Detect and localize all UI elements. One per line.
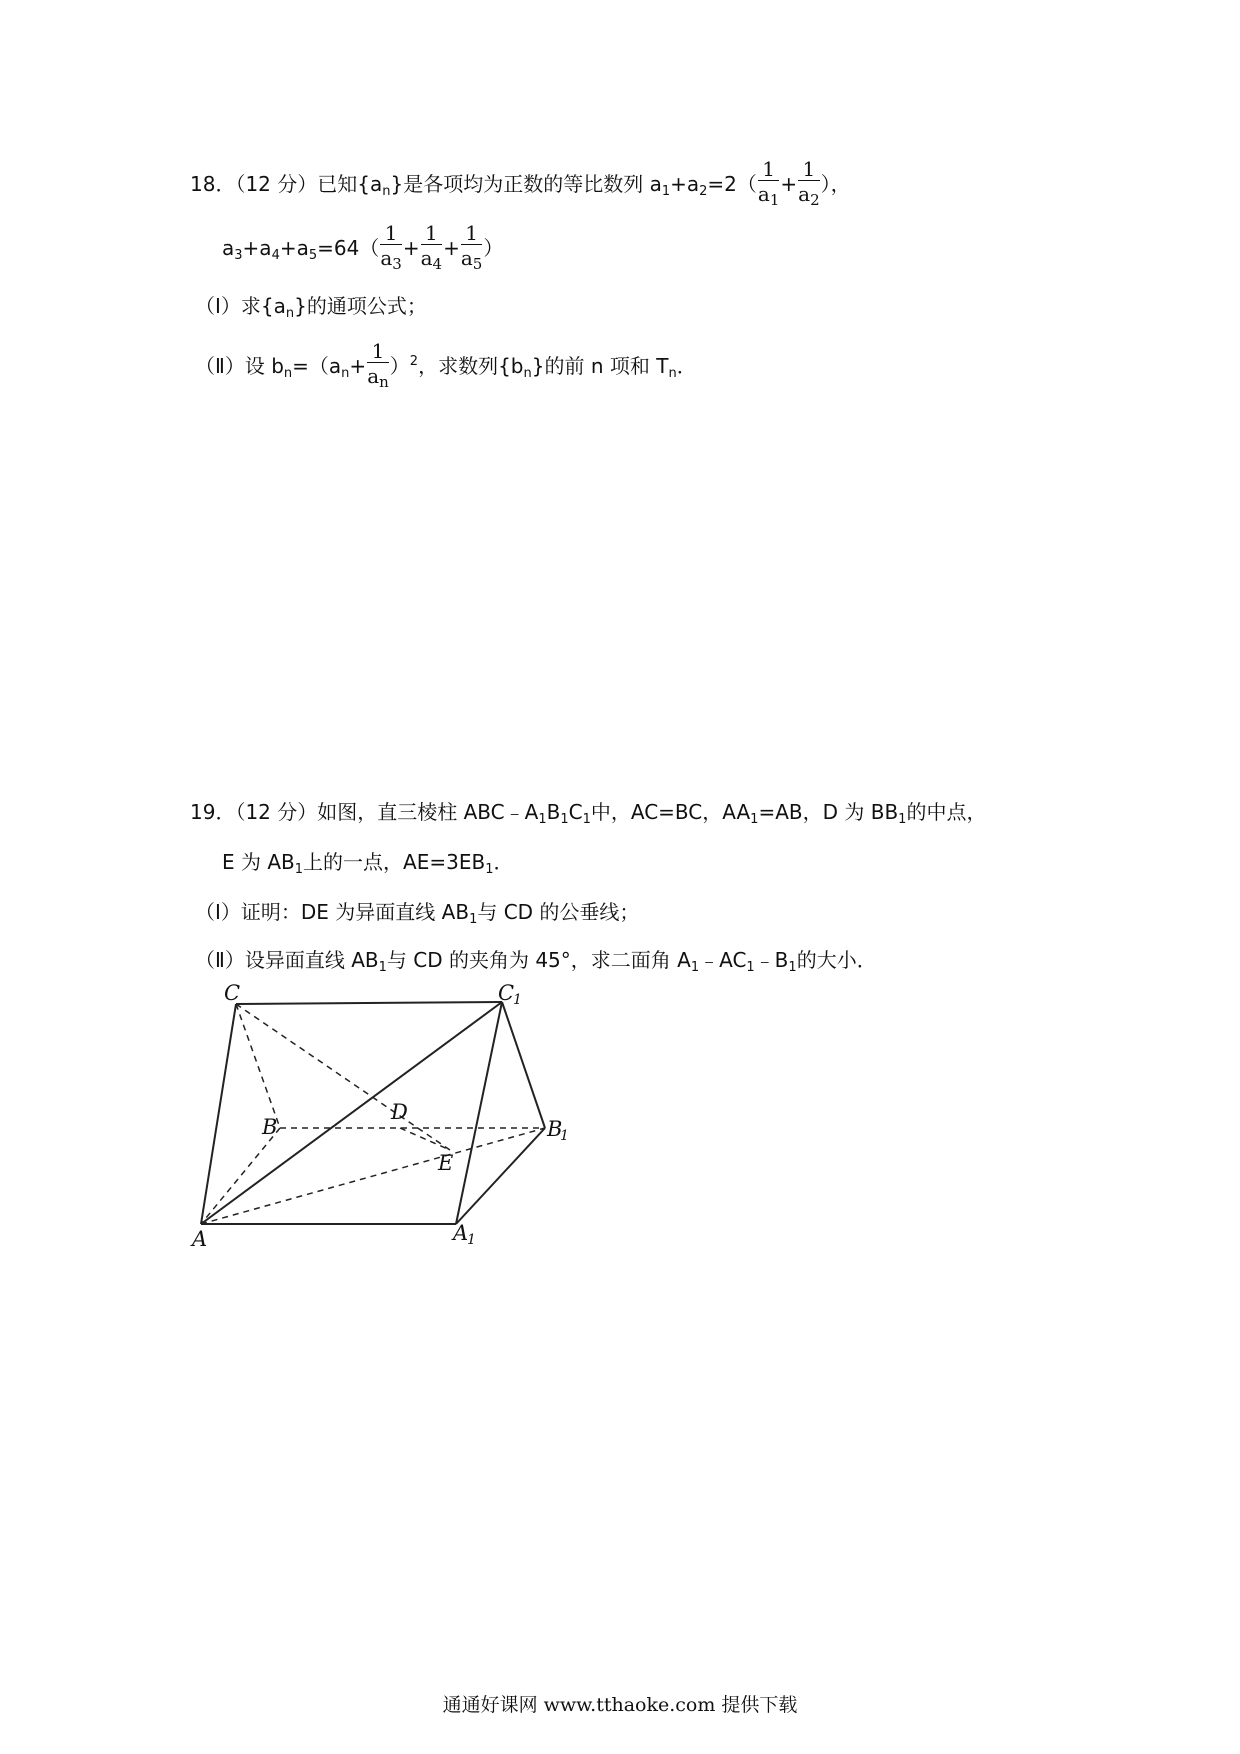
fraction-1-a4	[421, 222, 442, 277]
denominator: $a_3$	[380, 246, 402, 273]
label-D: D	[391, 1100, 408, 1124]
denominator: $a_1$	[757, 182, 780, 209]
sub: 1	[469, 912, 478, 927]
q18-part1	[195, 292, 427, 328]
q19-text: 中，AC=BC，AA	[590, 800, 751, 824]
q18-text: +a	[279, 236, 309, 260]
fraction-1-a3	[380, 222, 401, 277]
sub: 2	[810, 191, 820, 209]
sub: n	[283, 366, 293, 381]
q18-text: }的前 n 项和 T	[531, 354, 669, 378]
q18-text: }是各项均为正数的等比数列 a	[390, 172, 662, 196]
sub: 5	[472, 255, 483, 273]
label-C1-sub: 1	[513, 992, 522, 1008]
sub: 1	[750, 812, 759, 827]
q18-text: =64（	[317, 236, 380, 260]
fraction-1-an	[367, 340, 389, 395]
sub: 1	[788, 960, 797, 975]
fraction-1-a5	[461, 222, 482, 277]
q19-text: 19．（12 分）如图，直三棱柱 ABC﹣A	[190, 800, 539, 824]
edge-C1-B1	[502, 1002, 545, 1128]
sub: 1	[661, 184, 671, 199]
q18-text: =（a	[292, 354, 342, 378]
label-A1: A	[453, 1221, 469, 1245]
q19-text: B	[546, 800, 561, 824]
q18-part2	[195, 340, 697, 395]
sub: 3	[234, 248, 243, 263]
page-footer: 通通好课网 www.tthaoke.com 提供下载	[442, 1694, 798, 1716]
q19-text: （Ⅱ）设异面直线 AB	[195, 948, 379, 972]
sub: 1	[746, 960, 755, 975]
label-C: C	[224, 981, 241, 1005]
numerator: 1	[798, 158, 819, 181]
q18-text: }的通项公式；	[294, 294, 427, 318]
sub: 1	[769, 191, 780, 209]
q19-text: 的大小．	[796, 948, 877, 972]
denominator: $a_4$	[420, 246, 443, 273]
q18-text: ）	[483, 236, 504, 260]
q19-text: （Ⅰ）证明：DE 为异面直线 AB	[195, 900, 470, 924]
fraction-1-a2	[798, 158, 819, 213]
vertex-labels	[190, 981, 569, 1251]
q18-line1: 18．（12 分）已知$\{a_n\}$是各项均为正数的等比数列 $a_1+a_2=2$（ $\frac{1}{a_1}$ + $\frac{1}{a_2}$ ），	[190, 158, 851, 213]
q19-text: E 为 AB	[222, 850, 295, 874]
q18-text: ，求数列{b	[418, 354, 524, 378]
q19-part2	[195, 946, 877, 982]
label-B1-sub: 1	[560, 1128, 569, 1144]
sub: 1	[538, 812, 547, 827]
edge-C-A	[201, 1004, 236, 1224]
q18-text: 18．（12 分）已知{a	[190, 172, 383, 196]
sub: n	[341, 366, 350, 381]
sub: n	[379, 373, 389, 391]
sub: 3	[392, 255, 402, 273]
q19-text: =AB，D 为 BB	[758, 800, 899, 824]
q18-text: +	[349, 354, 367, 378]
sub: 1	[582, 812, 591, 827]
sub: 4	[271, 248, 280, 263]
numerator: 1	[421, 222, 442, 245]
sup: 2	[409, 354, 419, 369]
sub: n	[523, 366, 532, 381]
q19-line2	[222, 848, 514, 884]
q18-text: ）	[389, 354, 410, 378]
denominator: $a_n$	[367, 364, 389, 391]
label-E: E	[438, 1151, 454, 1175]
q18-line2: $a_3+a_4+a_5=64$（ $\frac{1}{a_3}$ + $\frac{1}{a_4}$ + $\frac{1}{a_5}$ ）	[222, 222, 503, 277]
q19-text: ﹣B	[754, 948, 789, 972]
edge-C-C1	[236, 1002, 502, 1004]
q19-text: 与 CD 的公垂线；	[477, 900, 640, 924]
edge-C-B	[236, 1004, 280, 1128]
q18-text: +a	[242, 236, 272, 260]
sub: 1	[485, 862, 494, 877]
q19-text: 的中点，	[906, 800, 987, 824]
q19-text: 上的一点，AE=3EB	[303, 850, 486, 874]
edge-A1-C1	[456, 1002, 502, 1224]
sub: 5	[308, 248, 318, 263]
label-C1: C	[498, 981, 515, 1005]
q18-text: （Ⅰ）求{a	[195, 294, 286, 318]
numerator: 1	[758, 158, 779, 181]
sub: n	[285, 306, 295, 321]
sub: n	[382, 184, 391, 199]
numerator: 1	[380, 222, 401, 245]
sub: 1	[898, 812, 907, 827]
sub: 2	[699, 184, 708, 199]
sub: 1	[690, 960, 700, 975]
q18-text: a	[222, 236, 235, 260]
sub: 4	[432, 255, 443, 273]
label-A: A	[192, 1227, 208, 1251]
q18-text: ．	[676, 354, 697, 378]
segment-C-E	[236, 1004, 450, 1150]
q19-line1	[190, 798, 986, 834]
q19-text: C	[568, 800, 583, 824]
denominator: $a_5$	[460, 246, 483, 273]
edge-B1-A1	[456, 1128, 545, 1224]
sub: n	[668, 366, 677, 381]
q18-text: =2（	[707, 172, 757, 196]
fraction-1-a1	[758, 158, 779, 213]
q19-part1	[195, 898, 639, 934]
label-B1: B	[547, 1117, 563, 1141]
solid-edges	[201, 1002, 545, 1224]
sub: 1	[560, 812, 569, 827]
q18-text: ），	[820, 172, 851, 196]
hidden-edges	[201, 1004, 545, 1224]
edge-A-B1	[201, 1128, 545, 1224]
segment-D-E	[400, 1128, 450, 1150]
label-A1-sub: 1	[467, 1232, 476, 1248]
sub: 1	[294, 862, 304, 877]
edge-B-A	[201, 1128, 280, 1224]
edge-A-C1	[201, 1002, 502, 1224]
denominator: $a_2$	[798, 182, 820, 209]
q19-text: ﹣AC	[699, 948, 747, 972]
label-B: B	[262, 1115, 278, 1139]
numerator: 1	[367, 340, 389, 363]
q18-text: +a	[670, 172, 700, 196]
q18-text: （Ⅱ）设 b	[195, 354, 284, 378]
numerator: 1	[461, 222, 482, 245]
q19-text: 与 CD 的夹角为 45°，求二面角 A	[386, 948, 691, 972]
q19-text: ．	[493, 850, 514, 874]
sub: 1	[378, 960, 387, 975]
